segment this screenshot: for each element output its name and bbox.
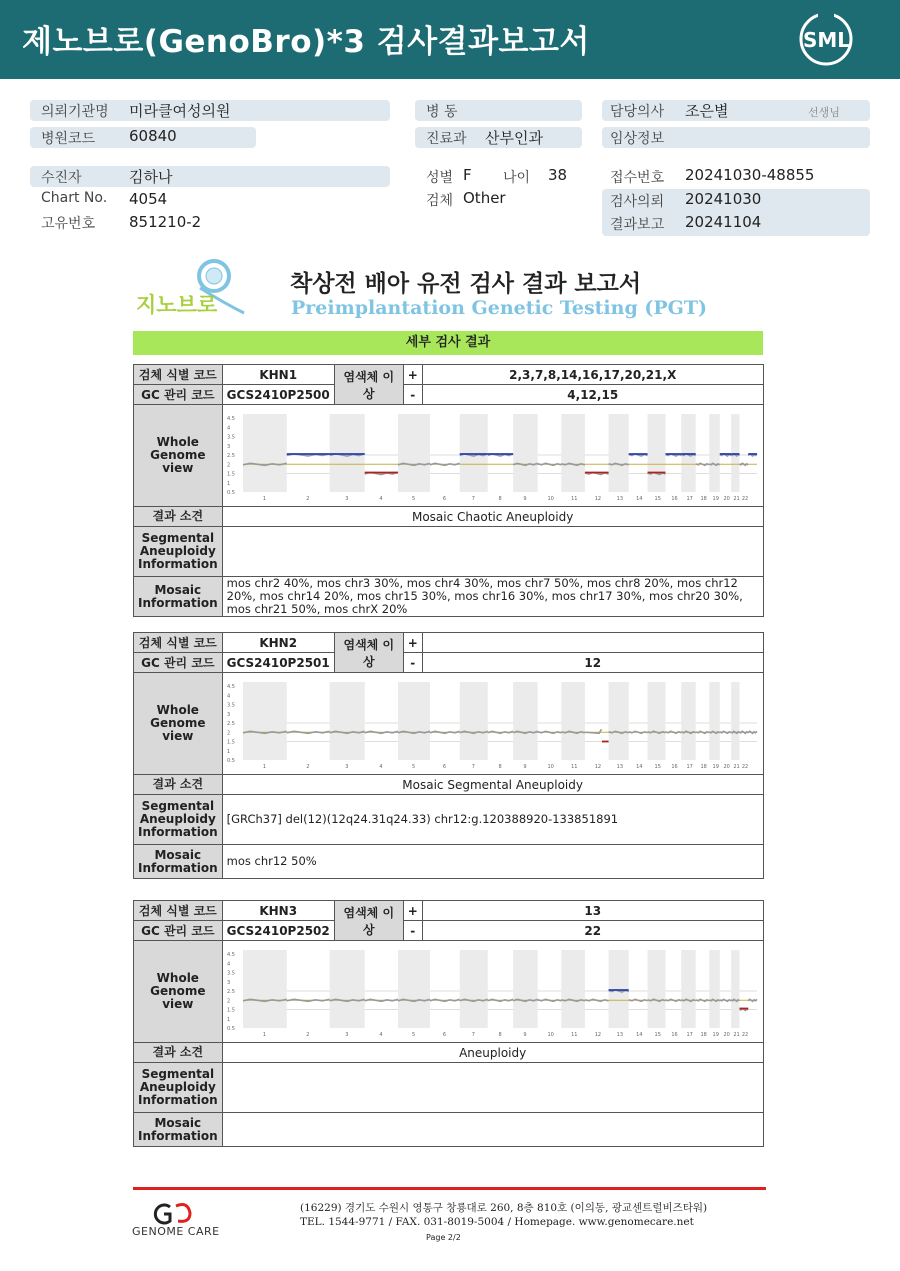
- y-tick-label: 2: [226, 997, 230, 1004]
- y-tick-label: 1: [226, 480, 230, 487]
- segmental-value: [222, 527, 763, 577]
- segmental-label: Segmental Aneuploidy Information: [134, 1063, 223, 1113]
- segmental-value: [222, 1063, 763, 1113]
- chromosome-band: [459, 950, 487, 1028]
- chrom-abn-label: 염색체 이상: [334, 365, 403, 405]
- copy-number-signal: [739, 731, 748, 733]
- x-tick-label: 17: [686, 1031, 693, 1038]
- x-tick-label: 10: [547, 763, 554, 770]
- footer-divider: [133, 1187, 766, 1190]
- y-tick-label: 3: [226, 979, 230, 986]
- chromosome-band: [647, 950, 665, 1028]
- chromosome-band: [513, 950, 538, 1028]
- report-title-en: Preimplantation Genetic Testing (PGT): [291, 297, 707, 319]
- finding-value: Mosaic Segmental Aneuploidy: [222, 775, 763, 795]
- finding-label: 결과 소견: [134, 507, 223, 527]
- genobro-logo: [134, 258, 254, 320]
- gain-value: [422, 633, 763, 653]
- doctor-label: 담당의사: [610, 104, 665, 120]
- wgv-label: Whole Genome view: [134, 941, 223, 1043]
- x-tick-label: 13: [616, 1031, 623, 1038]
- y-tick-label: 3.5: [226, 970, 235, 976]
- sex-label: 성별: [426, 170, 454, 186]
- specimen-code-value: KHN1: [222, 365, 334, 385]
- x-tick-label: 16: [671, 763, 678, 770]
- x-tick-label: 15: [654, 763, 661, 770]
- x-tick-label: 11: [570, 763, 578, 770]
- genome-plot: [225, 676, 761, 772]
- x-tick-label: 9: [523, 495, 527, 502]
- x-tick-label: 11: [570, 1031, 578, 1038]
- gain-sign: +: [403, 633, 422, 653]
- doctor-value: 조은별: [685, 102, 729, 120]
- x-tick-label: 12: [594, 1031, 601, 1038]
- address-line: (16229) 경기도 수원시 영통구 창룡대로 260, 8층 810호 (이의동, 광교센트럴비즈타워): [300, 1202, 708, 1214]
- x-tick-label: 2: [305, 1031, 310, 1038]
- x-tick-label: 9: [523, 1031, 527, 1038]
- chromosome-band: [398, 414, 430, 492]
- x-tick-label: 19: [712, 1031, 719, 1038]
- loss-value: 4,12,15: [422, 385, 763, 405]
- loss-sign: -: [403, 385, 422, 405]
- section-title: 세부 검사 결과: [133, 331, 763, 355]
- chromosome-band: [561, 950, 585, 1028]
- page-number: Page 2/2: [426, 1233, 461, 1242]
- x-tick-label: 4: [378, 763, 383, 770]
- specimen-value: Other: [463, 189, 506, 207]
- chromosome-band: [608, 682, 628, 760]
- specimen-code-label: 검체 식별 코드: [134, 901, 223, 921]
- x-tick-label: 21: [732, 495, 740, 502]
- loss-value: 12: [422, 653, 763, 673]
- gc-code-label: GC 관리 코드: [134, 653, 223, 673]
- chromosome-band: [329, 682, 364, 760]
- gc-code-value: GCS2410P2500: [222, 385, 334, 405]
- y-tick-label: 2.5: [226, 452, 235, 459]
- segmental-label: Segmental Aneuploidy Information: [134, 795, 223, 845]
- chromosome-band: [608, 950, 628, 1028]
- copy-number-signal: [665, 999, 681, 1001]
- hospital-code-value: 60840: [129, 127, 177, 145]
- x-tick-label: 10: [547, 495, 554, 502]
- y-tick-label: 0.5: [226, 1025, 235, 1032]
- chromosome-band: [709, 682, 720, 760]
- x-tick-label: 1: [262, 763, 266, 770]
- loss-value: 22: [422, 921, 763, 941]
- x-tick-label: 12: [594, 495, 601, 502]
- sex-value: F: [463, 166, 472, 184]
- x-tick-label: 19: [712, 763, 719, 770]
- copy-number-signal: [748, 999, 757, 1001]
- y-tick-label: 2.5: [226, 988, 235, 995]
- x-tick-label: 5: [411, 763, 415, 770]
- x-tick-label: 21: [732, 763, 740, 770]
- loss-sign: -: [403, 653, 422, 673]
- y-tick-label: 1.5: [226, 739, 235, 745]
- mosaic-label: Mosaic Information: [134, 845, 223, 879]
- y-tick-label: 1: [226, 748, 230, 755]
- chromosome-band: [681, 682, 695, 760]
- chromosome-band: [681, 414, 695, 492]
- x-tick-label: 22: [741, 495, 748, 502]
- chromosome-band: [398, 682, 430, 760]
- finding-value: Mosaic Chaotic Aneuploidy: [222, 507, 763, 527]
- doctor-suffix: 선생님: [808, 106, 840, 119]
- x-tick-label: 22: [741, 1031, 748, 1038]
- copy-number-signal: [665, 731, 681, 733]
- gain-sign: +: [403, 365, 422, 385]
- genome-plot: [225, 408, 761, 504]
- result-table-khn2: [133, 632, 764, 879]
- x-tick-label: 3: [344, 763, 349, 770]
- mosaic-value: mos chr12 50%: [222, 845, 763, 879]
- gain-sign: +: [403, 901, 422, 921]
- x-tick-label: 20: [723, 763, 730, 770]
- x-tick-label: 6: [442, 763, 446, 770]
- x-tick-label: 15: [654, 1031, 661, 1038]
- age-label: 나이: [503, 170, 531, 186]
- chrom-abn-label: 염색체 이상: [334, 901, 403, 941]
- copy-number-signal: [719, 999, 730, 1001]
- finding-label: 결과 소견: [134, 775, 223, 795]
- copy-number-signal: [537, 999, 561, 1001]
- x-tick-label: 8: [498, 495, 502, 502]
- x-tick-label: 15: [654, 495, 661, 502]
- chromosome-band: [243, 682, 287, 760]
- y-tick-label: 1.5: [226, 1007, 235, 1013]
- gc-code-value: GCS2410P2502: [222, 921, 334, 941]
- y-tick-label: 3.5: [226, 434, 235, 440]
- specimen-code-value: KHN3: [222, 901, 334, 921]
- chromosome-band: [681, 950, 695, 1028]
- copy-number-signal: [585, 999, 609, 1001]
- sml-logo-text: SML: [803, 28, 851, 52]
- x-tick-label: 5: [411, 495, 415, 502]
- gc-code-label: GC 관리 코드: [134, 921, 223, 941]
- x-tick-label: 18: [700, 1031, 707, 1038]
- x-tick-label: 19: [712, 495, 719, 502]
- chromosome-band: [513, 682, 538, 760]
- hospital-code-label: 병원코드: [41, 131, 96, 147]
- copy-number-signal: [537, 463, 561, 465]
- result-table-khn1: [133, 364, 764, 617]
- genobro-logo-text: 지노브로: [136, 293, 218, 317]
- x-tick-label: 18: [700, 495, 707, 502]
- chromosome-band: [243, 950, 287, 1028]
- y-tick-label: 2.5: [226, 720, 235, 727]
- result-table-khn3: [133, 900, 764, 1147]
- y-tick-label: 4.5: [226, 415, 235, 422]
- copy-number-signal: [537, 731, 561, 733]
- requesting-org-value: 미라클여성의원: [129, 102, 231, 120]
- gc-code-value: GCS2410P2501: [222, 653, 334, 673]
- report-title-ko: 착상전 배아 유전 검사 결과 보고서: [290, 271, 642, 297]
- x-tick-label: 6: [442, 495, 446, 502]
- x-tick-label: 20: [723, 1031, 730, 1038]
- segmental-label: Segmental Aneuploidy Information: [134, 527, 223, 577]
- copy-number-signal: [628, 731, 647, 733]
- x-tick-label: 16: [671, 495, 678, 502]
- chart-value: 4054: [129, 190, 168, 208]
- wgv-label: Whole Genome view: [134, 405, 223, 507]
- id-label: 고유번호: [41, 216, 96, 232]
- gain-value: 2,3,7,8,14,16,17,20,21,X: [422, 365, 763, 385]
- x-tick-label: 7: [471, 1031, 475, 1038]
- copy-number-signal: [695, 999, 709, 1001]
- chromosome-band: [709, 414, 720, 492]
- x-tick-label: 9: [523, 763, 527, 770]
- chromosome-band: [561, 682, 585, 760]
- request-label: 검사의뢰: [610, 194, 665, 210]
- age-value: 38: [548, 166, 568, 184]
- x-tick-label: 2: [305, 763, 310, 770]
- chromosome-band: [329, 950, 364, 1028]
- x-tick-label: 8: [498, 763, 502, 770]
- chromosome-band: [398, 950, 430, 1028]
- chromosome-band: [647, 414, 665, 492]
- finding-value: Aneuploidy: [222, 1043, 763, 1063]
- contact-line: TEL. 1544-9771 / FAX. 031-8019-5004 / Homepage. www.genomecare.net: [300, 1216, 694, 1228]
- x-tick-label: 14: [635, 763, 643, 770]
- x-tick-label: 20: [723, 495, 730, 502]
- gc-code-label: GC 관리 코드: [134, 385, 223, 405]
- specimen-code-value: KHN2: [222, 633, 334, 653]
- dept-label: 진료과: [426, 131, 467, 147]
- x-tick-label: 14: [635, 495, 643, 502]
- id-value: 851210-2: [129, 213, 202, 231]
- x-tick-label: 17: [686, 495, 693, 502]
- ward-label: 병 동: [426, 104, 458, 120]
- genome-care-text: GENOME CARE: [132, 1225, 220, 1238]
- x-tick-label: 10: [547, 1031, 554, 1038]
- x-tick-label: 1: [262, 1031, 266, 1038]
- page-title: 제노브로(GenoBro)*3 검사결과보고서: [22, 24, 590, 60]
- x-tick-label: 4: [378, 495, 383, 502]
- mosaic-value: [222, 1113, 763, 1147]
- x-tick-label: 16: [671, 1031, 678, 1038]
- y-tick-label: 2: [226, 461, 230, 468]
- header-bar: [0, 0, 900, 79]
- finding-label: 결과 소견: [134, 1043, 223, 1063]
- x-tick-label: 1: [262, 495, 266, 502]
- mosaic-label: Mosaic Information: [134, 1113, 223, 1147]
- x-tick-label: 3: [344, 495, 349, 502]
- x-tick-label: 12: [594, 763, 601, 770]
- request-value: 20241030: [685, 190, 762, 208]
- copy-number-signal: [585, 729, 602, 733]
- chromosome-band: [709, 950, 720, 1028]
- y-tick-label: 4.5: [226, 683, 235, 690]
- dept-value: 산부인과: [485, 129, 543, 147]
- y-tick-label: 3: [226, 443, 230, 450]
- y-tick-label: 4.5: [226, 951, 235, 958]
- chromosome-band: [459, 682, 487, 760]
- x-tick-label: 11: [570, 495, 578, 502]
- x-tick-label: 8: [498, 1031, 502, 1038]
- x-tick-label: 3: [344, 1031, 349, 1038]
- copy-number-signal: [739, 463, 748, 465]
- chromosome-band: [608, 414, 628, 492]
- y-tick-label: 4: [226, 960, 230, 967]
- chromosome-band: [731, 682, 739, 760]
- y-tick-label: 4: [226, 692, 230, 699]
- requesting-org-label: 의뢰기관명: [41, 104, 109, 120]
- y-tick-label: 3.5: [226, 702, 235, 708]
- mosaic-label: Mosaic Information: [134, 577, 223, 617]
- y-tick-label: 0.5: [226, 757, 235, 764]
- patient-label: 수진자: [41, 170, 82, 186]
- y-tick-label: 2: [226, 729, 230, 736]
- chromosome-band: [647, 682, 665, 760]
- copy-number-signal: [719, 731, 730, 733]
- mosaic-value: mos chr2 40%, mos chr3 30%, mos chr4 30%, mos chr7 50%, mos chr8 20%, mos chr12 20%, mos chr14 20%, mos chr15 30%, mos chr16 30%, mos chr17 30%, mos chr20 30%, mos chr21 50%, mos chrX 20%: [222, 577, 763, 617]
- wgv-label: Whole Genome view: [134, 673, 223, 775]
- x-tick-label: 17: [686, 763, 693, 770]
- chromosome-band: [731, 414, 739, 492]
- y-tick-label: 0.5: [226, 489, 235, 496]
- receipt-label: 접수번호: [610, 170, 665, 186]
- chromosome-band: [731, 950, 739, 1028]
- chrom-abn-label: 염색체 이상: [334, 633, 403, 673]
- loss-sign: -: [403, 921, 422, 941]
- x-tick-label: 7: [471, 495, 475, 502]
- x-tick-label: 18: [700, 763, 707, 770]
- specimen-code-label: 검체 식별 코드: [134, 365, 223, 385]
- y-tick-label: 3: [226, 711, 230, 718]
- x-tick-label: 13: [616, 495, 623, 502]
- copy-number-signal: [628, 999, 647, 1001]
- x-tick-label: 4: [378, 1031, 383, 1038]
- specimen-label: 검체: [426, 193, 454, 209]
- copy-number-signal: [748, 731, 757, 733]
- x-tick-label: 7: [471, 763, 475, 770]
- x-tick-label: 2: [305, 495, 310, 502]
- x-tick-label: 6: [442, 1031, 446, 1038]
- genome-plot: [225, 944, 761, 1040]
- x-tick-label: 22: [741, 763, 748, 770]
- chromosome-band: [561, 414, 585, 492]
- y-tick-label: 4: [226, 424, 230, 431]
- copy-number-signal: [695, 731, 709, 733]
- receipt-value: 20241030-48855: [685, 166, 815, 184]
- report-label: 결과보고: [610, 217, 665, 233]
- patient-box: [30, 166, 390, 187]
- patient-value: 김하나: [129, 168, 173, 186]
- footer-address: [300, 1201, 707, 1229]
- copy-number-signal: [695, 463, 709, 465]
- chart-label: Chart No.: [41, 190, 108, 206]
- segmental-value: [GRCh37] del(12)(12q24.31q24.33) chr12:g.120388920-133851891: [222, 795, 763, 845]
- x-tick-label: 21: [732, 1031, 740, 1038]
- chromosome-band: [459, 414, 487, 492]
- y-tick-label: 1: [226, 1016, 230, 1023]
- x-tick-label: 5: [411, 1031, 415, 1038]
- x-tick-label: 14: [635, 1031, 643, 1038]
- specimen-code-label: 검체 식별 코드: [134, 633, 223, 653]
- clinical-label: 임상정보: [610, 131, 665, 147]
- chromosome-band: [243, 414, 287, 492]
- gain-value: 13: [422, 901, 763, 921]
- x-tick-label: 13: [616, 763, 623, 770]
- chromosome-band: [329, 414, 364, 492]
- chromosome-band: [513, 414, 538, 492]
- report-value: 20241104: [685, 213, 762, 231]
- y-tick-label: 1.5: [226, 471, 235, 477]
